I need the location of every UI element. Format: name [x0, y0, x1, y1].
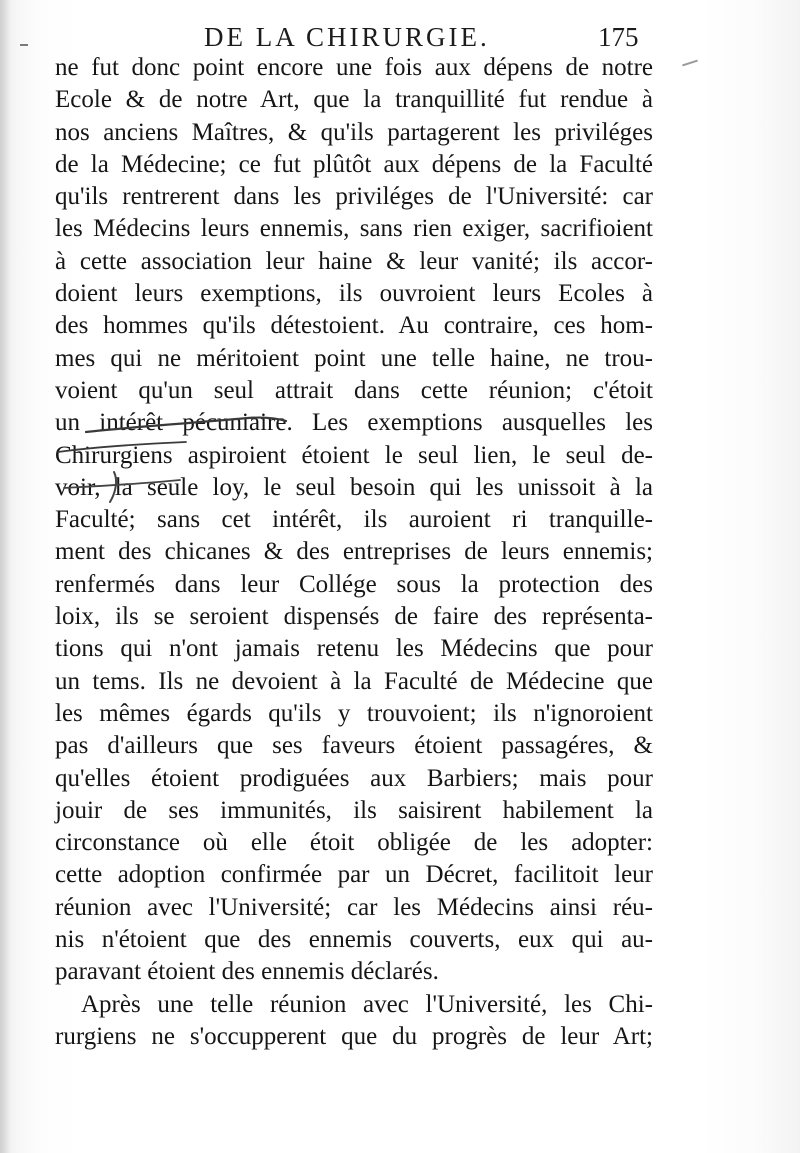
text-line: qu'elles étoient prodiguées aux Barbiers; mais pour [55, 764, 653, 792]
text-line: Faculté; sans cet intérêt, ils auroient ri tranquille- [55, 506, 653, 534]
text-line: un tems. Ils ne devoient à la Faculté de Médecine que [55, 667, 653, 695]
gutter-shadow [0, 0, 10, 1153]
text-line: jouir de ses immunités, ils saisirent habilement la [55, 796, 653, 824]
text-line: voient qu'un seul attrait dans cette réunion; c'étoit [55, 376, 653, 404]
body-text [55, 52, 653, 1053]
text-line: ne fut donc point encore une fois aux dépens de notre [55, 54, 653, 81]
text-line: à cette association leur haine & leur vanité; ils accor- [55, 247, 653, 275]
text-line-paragraph-end: paravant étoient des ennemis déclarés. [55, 958, 439, 986]
text-line: doient leurs exemptions, ils ouvroient leurs Ecoles à [55, 280, 653, 308]
text-line: tions qui n'ont jamais retenu les Médecins que pour [55, 635, 653, 663]
running-title: DE LA CHIRURGIE. [204, 22, 490, 52]
text-line: cette adoption confirmée par un Décret, facilitoit leur [55, 861, 653, 889]
text-line: des hommes qu'ils détestoient. Au contraire, ces hom- [55, 312, 653, 340]
text-line-paragraph-start: Après une telle réunion avec l'Université, les Chi- [81, 990, 653, 1018]
text-line: circonstance où elle étoit obligée de les adopter: [55, 829, 653, 857]
text-line: voir, la seule loy, le seul besoin qui les unissoit à la [55, 473, 653, 501]
text-line: mes qui ne méritoient point une telle haine, ne trou- [55, 344, 653, 372]
text-line: de la Médecine; ce fut plûtôt aux dépens de la Faculté [55, 150, 653, 178]
text-line: les Médecins leurs ennemis, sans rien exiger, sacrifioient [55, 215, 653, 243]
text-line: pas d'ailleurs que ses faveurs étoient passagéres, & [55, 732, 653, 760]
text-line: nos anciens Maîtres, & qu'ils partagerent les priviléges [55, 118, 653, 146]
text-line: Ecole & de notre Art, que la tranquillité fut rendue à [55, 86, 653, 114]
page-number: 175 [598, 22, 639, 52]
text-line: réunion avec l'Université; car les Médecins ainsi réu- [55, 893, 653, 921]
text-line: un intérêt pécuniaire. Les exemptions ausquelles les [55, 409, 653, 437]
text-line: loix, ils se seroient dispensés de faire des représenta- [55, 603, 653, 631]
text-line: les mêmes égards qu'ils y trouvoient; ils n'ignoroient [55, 699, 653, 727]
text-line: renfermés dans leur Collége sous la protection des [55, 570, 653, 598]
text-line: nis n'étoient que des ennemis couverts, eux qui au- [55, 926, 653, 954]
text-line: qu'ils rentrerent dans les priviléges de l'Université: car [55, 183, 653, 211]
text-line: Chirurgiens aspiroient étoient le seul lien, le seul de- [55, 441, 653, 469]
text-line: ment des chicanes & des entreprises de leurs ennemis; [55, 538, 653, 566]
text-line: rurgiens ne s'occupperent que du progrès de leur Art; [55, 1022, 653, 1050]
